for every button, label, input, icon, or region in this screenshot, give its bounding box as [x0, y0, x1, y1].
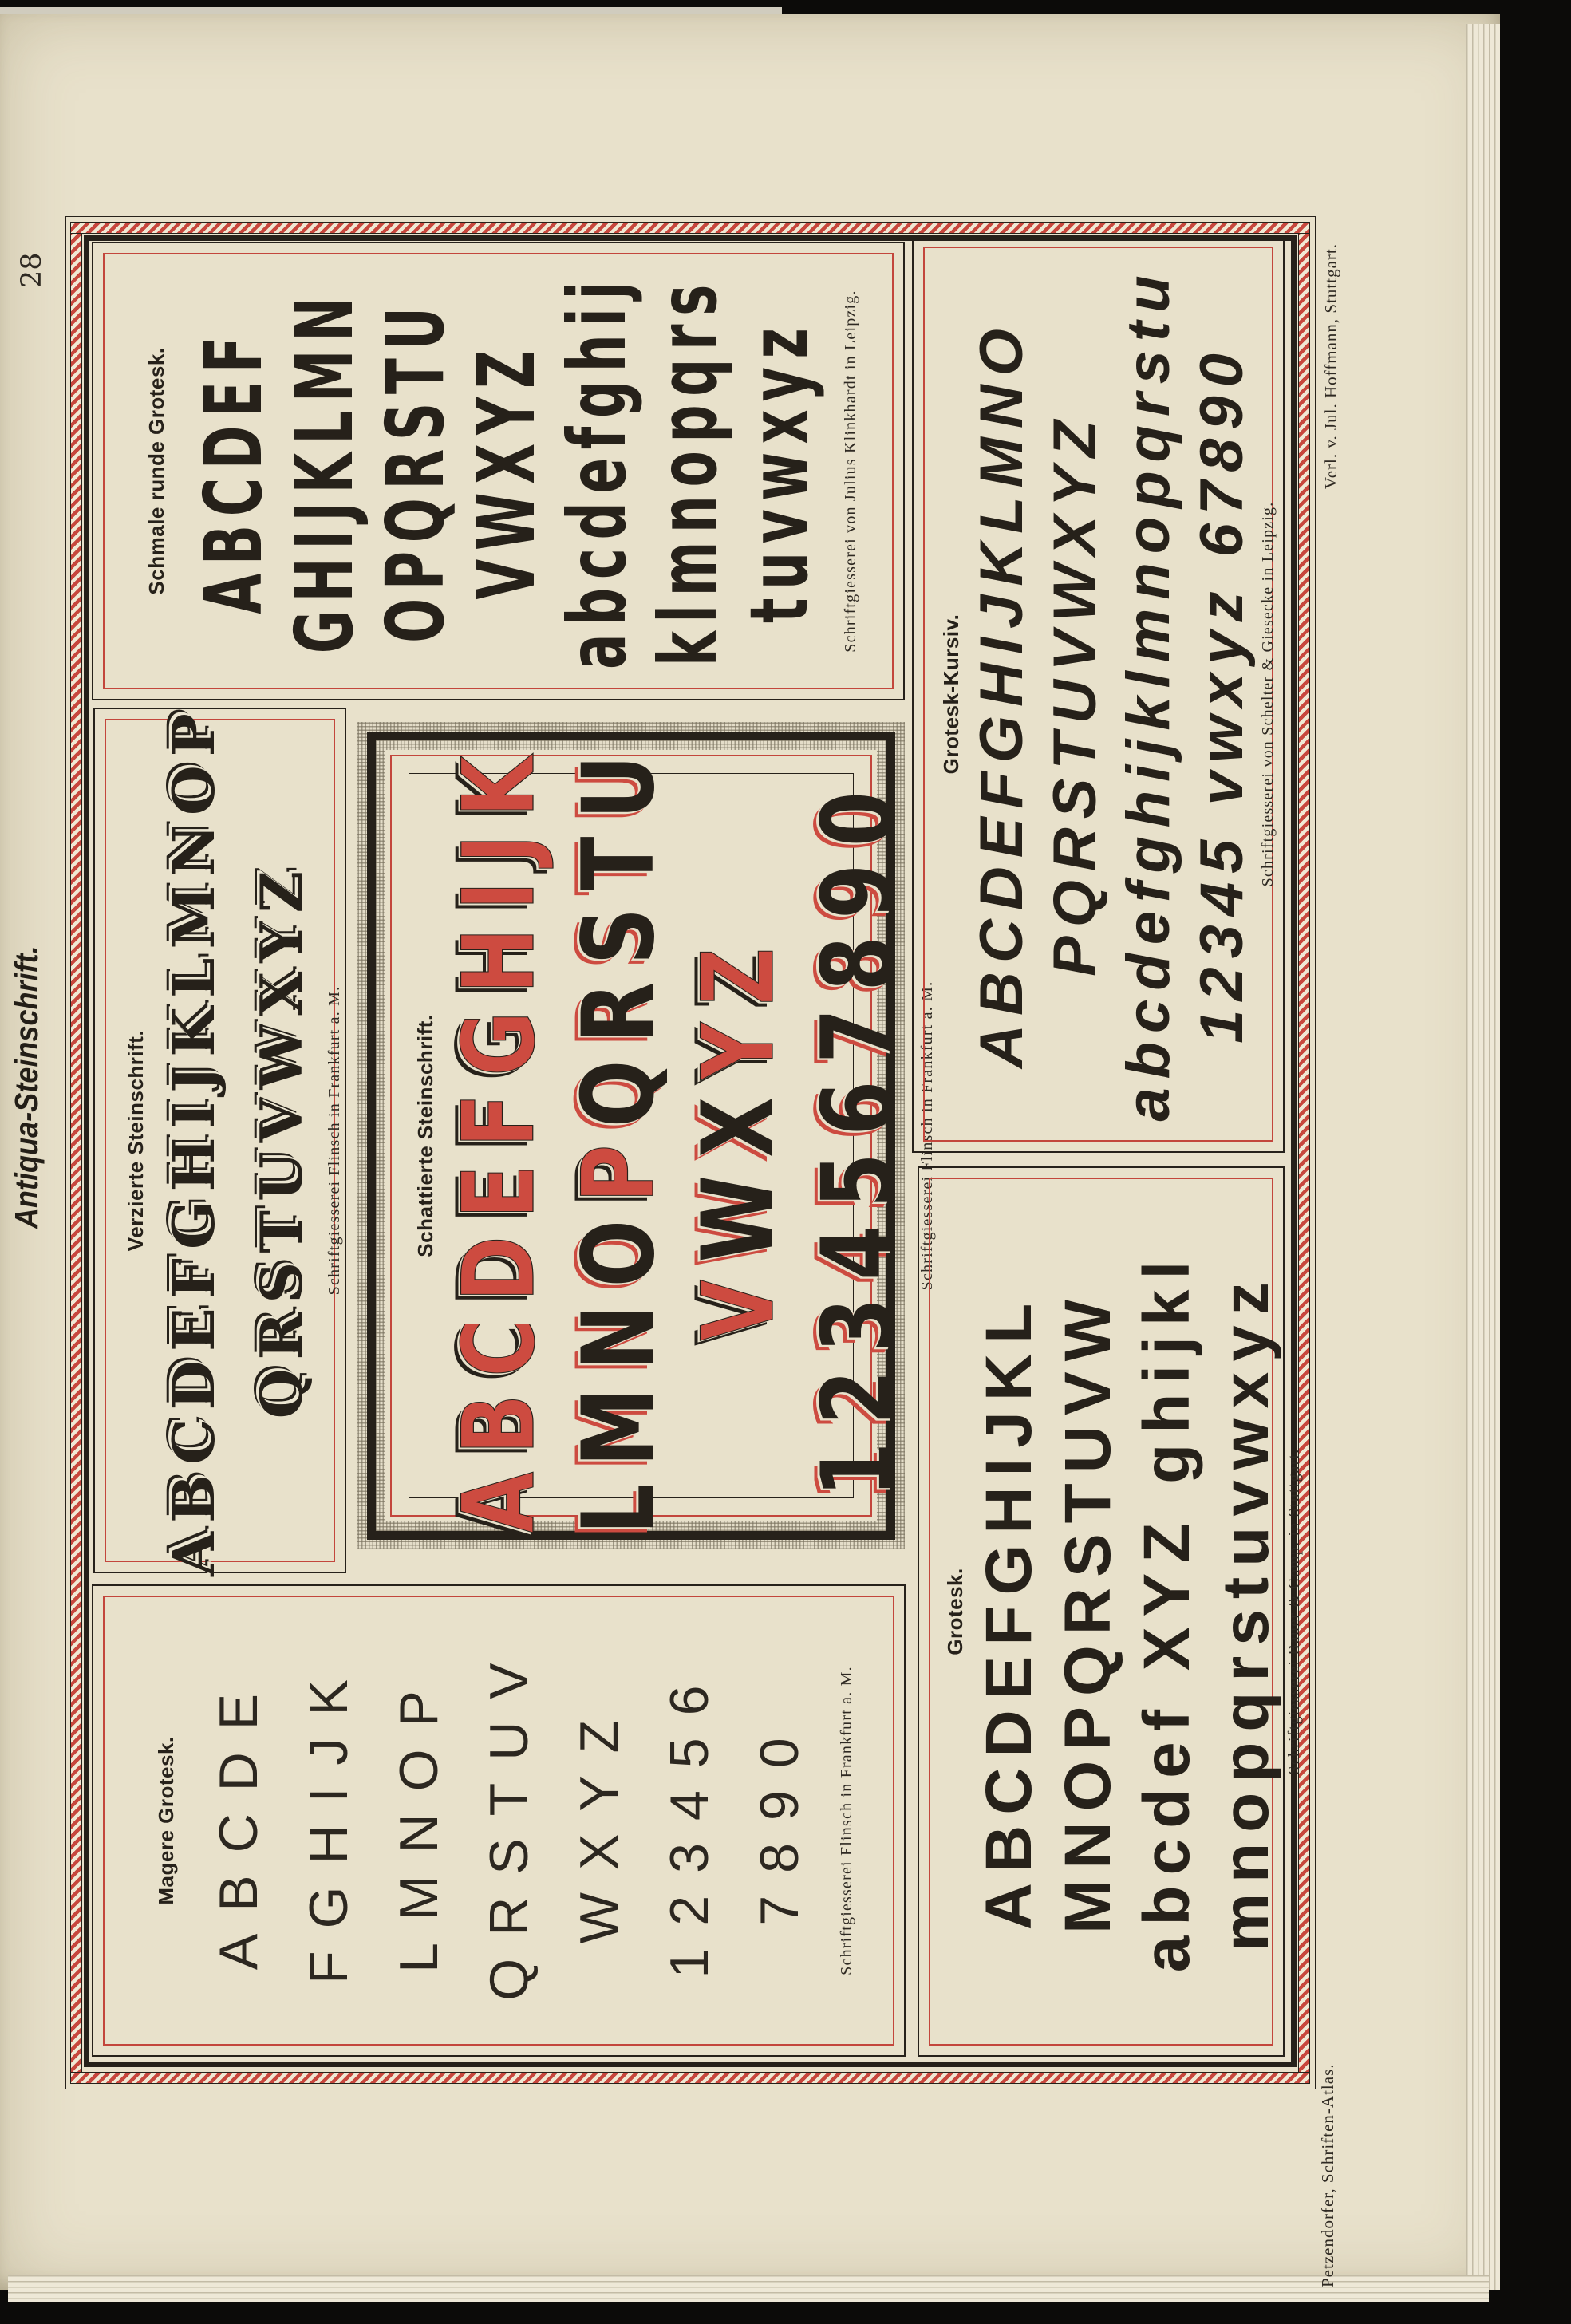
chromatic-letter [679, 930, 799, 1005]
chromatic-letter [559, 1127, 679, 1202]
foundry-credit: Schriftgiesserei Flinsch in Frankfurt a. M. [326, 985, 343, 1296]
specimen-line: LMNOP [388, 1668, 449, 1973]
box-content [114, 704, 343, 1576]
chromatic-letter [440, 864, 559, 911]
specimen-line: tuvwxyz [732, 319, 826, 623]
specimen-line: klmnopqrs [641, 276, 735, 666]
specimen-line: 12345 vwxyz 67890 [1188, 345, 1256, 1044]
chromatic-letter [440, 994, 559, 1076]
specimen-line: ABCDEFGHIJKLMNO [968, 320, 1036, 1068]
foundry-credit: Schriftgiesserei Bauer & Comp. in Stuttgart. [1285, 1448, 1303, 1775]
foundry-credit: Schriftgiesserei von Schelter & Giesecke in Leipzig. [1259, 501, 1277, 887]
chromatic-letter [559, 819, 679, 890]
chromatic-letter [440, 1301, 559, 1376]
specimen-lines [969, 1187, 1285, 2036]
specimen-lines [171, 262, 842, 680]
box-content [112, 1605, 885, 2036]
chromatic-letter [679, 1262, 799, 1340]
specimen-line: ABCDEFGHIJKLMNOP [160, 704, 227, 1576]
specimen-line: 7890 [748, 1715, 810, 1926]
specimen-caption: Grotesk. [943, 1568, 967, 1655]
specimen-line: QRSTUVWXYZ [247, 862, 315, 1419]
specimen-line: ABCDE [207, 1671, 269, 1971]
specimen-box-schmale-runde-grotesk [92, 242, 905, 700]
specimen-caption: Magere Grotesk. [154, 1736, 178, 1905]
chromatic-letter [679, 1005, 799, 1079]
specimen-line: FGHIJK [298, 1657, 359, 1984]
specimen-lines [965, 256, 1259, 1132]
chromatic-letter [559, 737, 679, 819]
specimen-caption: Schattierte Steinschrift. [413, 1014, 437, 1257]
specimen-box-schattierte-steinschrift [357, 722, 936, 1549]
specimen-caption: Schmale runde Grotesk. [144, 347, 168, 595]
foundry-credit: Schriftgiesserei Flinsch in Frankfurt a. M. [918, 980, 936, 1291]
chromatic-letter [799, 1280, 918, 1353]
chromatic-letter [440, 1454, 559, 1533]
box-content [410, 775, 936, 1497]
chromatic-letter [799, 1063, 918, 1136]
specimen-line: 123456 [658, 1663, 720, 1979]
frame-rope-border-left [70, 2072, 1310, 2084]
foundry-credit: Schriftgiesserei von Julius Klinkhardt in Leipzig. [842, 290, 859, 653]
specimen-line [559, 737, 679, 1533]
specimen-box-grotesk-kursiv [912, 235, 1285, 1153]
chromatic-letter [559, 965, 679, 1043]
chromatic-letter [440, 1377, 559, 1454]
chromatic-letter [440, 1218, 559, 1301]
chromatic-letter [679, 1079, 799, 1158]
atlas-imprint: Petzendorfer, Schriften-Atlas. [1318, 2063, 1337, 2287]
specimen-box-grotesk [918, 1166, 1303, 2057]
specimen-line: mnopqrstuvwxyz [1210, 1272, 1282, 1951]
frame-rope-border-bottom [1298, 222, 1310, 2084]
chromatic-letter [799, 774, 918, 846]
chromatic-letter [799, 1208, 918, 1280]
chromatic-letter [679, 1158, 799, 1262]
specimen-line: ABCDEFGHIJKL [973, 1292, 1045, 1931]
specimen-line: QRSTUV [478, 1640, 539, 2001]
frame-rope-border-top [70, 222, 82, 2084]
chromatic-letter [440, 1147, 559, 1218]
specimen-line: ABCDEF [186, 328, 280, 614]
box-content [933, 256, 1277, 1132]
chromatic-letter [799, 1352, 918, 1425]
specimen-line [799, 774, 918, 1497]
specimen-box-magere-grotesk [92, 1584, 906, 2057]
specimen-caption: Verzierte Steinschrift. [124, 1029, 148, 1252]
chromatic-letter [559, 1287, 679, 1371]
specimen-line: abcdefghijklmnopqrstu [1115, 266, 1182, 1122]
chromatic-letter [559, 1466, 679, 1534]
specimen-line [679, 930, 799, 1340]
frame-rope-border-right [70, 222, 1310, 234]
specimen-line: MNOPQRSTUVW [1052, 1288, 1124, 1935]
chromatic-letter [799, 919, 918, 992]
chromatic-letter [799, 1136, 918, 1209]
chromatic-letter [559, 1371, 679, 1466]
box-content [112, 262, 884, 680]
chromatic-letter [799, 846, 918, 919]
specimen-line: WXYZ [568, 1697, 630, 1944]
specimen-line: VWXYZ [459, 341, 553, 601]
chromatic-letter [559, 1202, 679, 1287]
chromatic-letter [559, 890, 679, 965]
chromatic-letter [799, 1425, 918, 1497]
foundry-credit: Schriftgiesserei Flinsch in Frankfurt a. M. [838, 1666, 855, 1975]
chromatic-letter [799, 991, 918, 1063]
specimen-lines [440, 775, 918, 1497]
chromatic-letter [440, 910, 559, 994]
publisher-imprint: Verl. v. Jul. Hoffmann, Stuttgart. [1321, 243, 1340, 490]
specimen-lines [150, 704, 326, 1576]
plate-title: Antiqua-Steinschrift. [8, 945, 45, 1229]
specimen-caption: Grotesk-Kursiv. [939, 614, 963, 775]
specimen-line: abcdefghij [550, 273, 644, 669]
specimen-box-verzierte-steinschrift [93, 704, 346, 1576]
specimen-lines [180, 1605, 838, 2036]
chromatic-letter [440, 1076, 559, 1147]
chromatic-letter [559, 1043, 679, 1127]
specimen-line: PQRSTUVWXYZ [1041, 412, 1109, 977]
chromatic-letter [440, 817, 559, 864]
specimen-line: GHIJKLMN [277, 288, 371, 654]
page-number: 28 [16, 252, 48, 288]
specimen-line: OPQRSTU [368, 298, 462, 644]
chromatic-letter [440, 739, 559, 817]
box-content [938, 1187, 1303, 2036]
specimen-line [440, 739, 559, 1533]
specimen-line: abcdef XYZ ghijkl [1131, 1250, 1203, 1973]
